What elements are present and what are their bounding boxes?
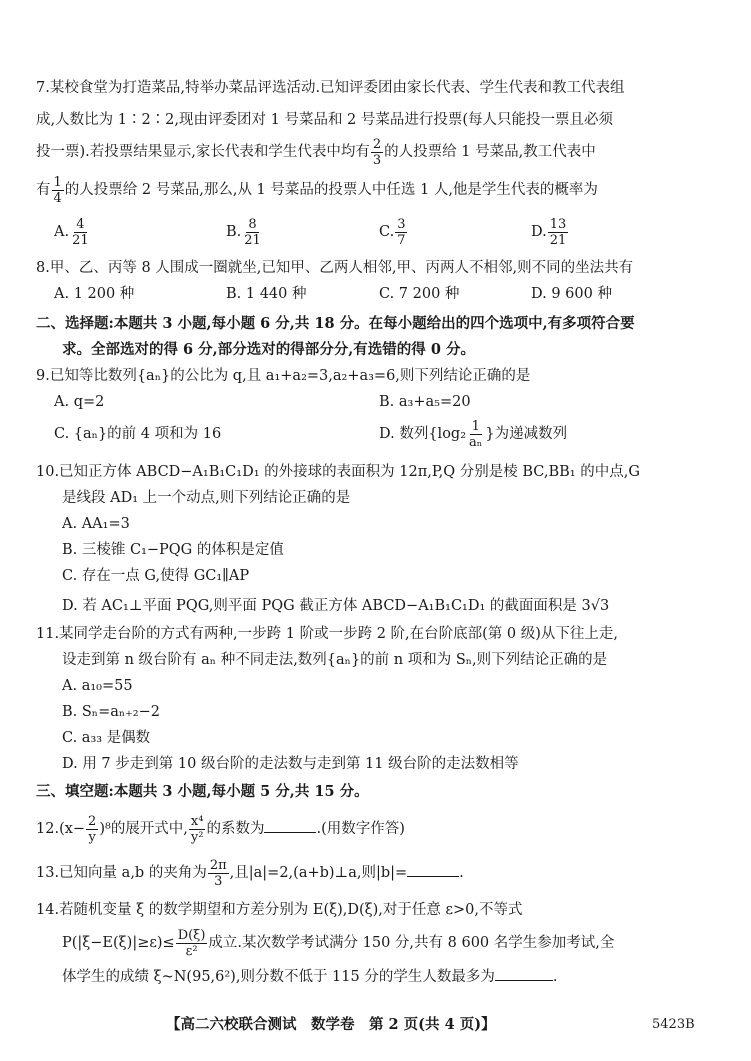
q7-option-b: B. $\frac{8}{21}$ <box>226 216 261 248</box>
q8-option-a: A. 1 200 种 <box>54 286 135 302</box>
q7-line3: 投一票).若投票结果显示,家长代表和学生代表中均有 $\frac{2}{3}$ 的人投票给 1 号菜品,教工代表中 <box>36 136 596 168</box>
q10-line2: 是线段 AD₁ 上一个动点,则下列结论正确的是 <box>62 490 351 506</box>
q10-option-a: A. AA₁=3 <box>62 516 130 532</box>
q9-option-b: B. a₃+a₅=20 <box>379 394 471 410</box>
fraction: $\frac{1}{4}$ <box>53 174 62 206</box>
q9-option-d: D. 数列{log₂ $\frac{1}{\text{aₙ}}$ }为递减数列 <box>379 418 568 450</box>
q11-option-a: A. a₁₀=55 <box>62 678 133 694</box>
q11-line1: 11.某同学走台阶的方式有两种,一步跨 1 阶或一步跨 2 阶,在台阶底部(第 0 级)从下往上走, <box>36 626 619 642</box>
q11-option-b: B. Sₙ=aₙ₊₂−2 <box>62 704 160 720</box>
q11-line2: 设走到第 n 级台阶有 aₙ 种不同走法,数列{aₙ}的前 n 项和为 Sₙ,则下列结论正确的是 <box>62 652 608 668</box>
q14-line1: 14.若随机变量 ξ 的数学期望和方差分别为 E(ξ),D(ξ),对于任意 ε>0,不等式 <box>36 902 523 918</box>
q7-option-a: A. $\frac{4}{21}$ <box>54 216 89 248</box>
q7-line4: 有 $\frac{1}{4}$ 的人投票给 2 号菜品,那么,从 1 号菜品的投票人中任选 1 人,他是学生代表的概率为 <box>36 174 598 206</box>
section-2-heading-cont: 求。全部选对的得 6 分,部分选对的得部分分,有选错的得 0 分。 <box>62 341 475 358</box>
section-3-heading: 三、填空题:本题共 3 小题,每小题 5 分,共 15 分。 <box>36 783 369 800</box>
q12-line: 12.(x− $\frac{2}{y}$ )⁸的展开式中, $\frac{\text{x⁴}}{\text{y²}}$ 的系数为 .(用数字作答) <box>36 813 405 845</box>
answer-blank <box>407 862 459 877</box>
q7-option-d: D. $\frac{13}{21}$ <box>531 216 567 248</box>
q9-option-a: A. q=2 <box>54 394 105 410</box>
q8-line1: 8.甲、乙、丙等 8 人围成一圈就坐,已知甲、乙两人相邻,甲、丙两人不相邻,则不同的坐法共有 <box>36 260 634 276</box>
q10-option-d: D. 若 AC₁⊥平面 PQG,则平面 PQG 截正方体 ABCD−A₁B₁C₁D₁ 的截面面积是 3√3 <box>62 598 610 614</box>
q14-line3: 体学生的成绩 ξ~N(95,6²),则分数不低于 115 分的学生人数最多为 . <box>62 966 557 987</box>
q10-option-c: C. 存在一点 G,使得 GC₁∥AP <box>62 568 250 584</box>
q9-option-c: C. {aₙ}的前 4 项和为 16 <box>54 426 222 442</box>
fraction: $\frac{2}{3}$ <box>372 136 382 168</box>
q8-option-d: D. 9 600 种 <box>531 286 612 302</box>
section-2-heading: 二、选择题:本题共 3 小题,每小题 6 分,共 18 分。在每小题给出的四个选项中,有多项符合要 <box>36 315 635 332</box>
q7-line1: 7.某校食堂为打造菜品,特举办菜品评选活动.已知评委团由家长代表、学生代表和教工代表组 <box>36 80 625 96</box>
q13-line: 13.已知向量 a,b 的夹角为 $\frac{2\pi}{3}$ ,且|a|=2,(a+b)⊥a,则|b|= . <box>36 857 464 889</box>
q10-line1: 10.已知正方体 ABCD−A₁B₁C₁D₁ 的外接球的表面积为 12π,P,Q 分别是棱 BC,BB₁ 的中点,G <box>36 464 640 480</box>
answer-blank <box>495 966 553 981</box>
q10-option-b: B. 三棱锥 C₁−PQG 的体积是定值 <box>62 542 284 558</box>
q8-option-b: B. 1 440 种 <box>226 286 307 302</box>
answer-blank <box>264 818 316 833</box>
q11-option-c: C. a₃₃ 是偶数 <box>62 730 151 746</box>
q9-line1: 9.已知等比数列{aₙ}的公比为 q,且 a₁+a₂=3,a₂+a₃=6,则下列结论正确的是 <box>36 368 531 384</box>
q14-line2: P(|ξ−E(ξ)|≥ε)≤ $\frac{D(\xi)}{\text{ε²}}$ 成立.某次数学考试满分 150 分,共有 8 600 名学生参加考试,全 <box>62 927 615 959</box>
q11-option-d: D. 用 7 步走到第 10 级台阶的走法数与走到第 11 级台阶的走法数相等 <box>62 756 519 772</box>
q7-option-c: C. $\frac{3}{7}$ <box>379 216 406 248</box>
q7-line2: 成,人数比为 1∶2∶2,现由评委团对 1 号菜品和 2 号菜品进行投票(每人只能投一票且必须 <box>36 112 614 128</box>
page-footer-title: 【高二六校联合测试 数学卷 第 2 页(共 4 页)】 <box>166 1016 496 1033</box>
page-footer-code: 5423B <box>652 1017 695 1032</box>
q8-option-c: C. 7 200 种 <box>379 286 460 302</box>
